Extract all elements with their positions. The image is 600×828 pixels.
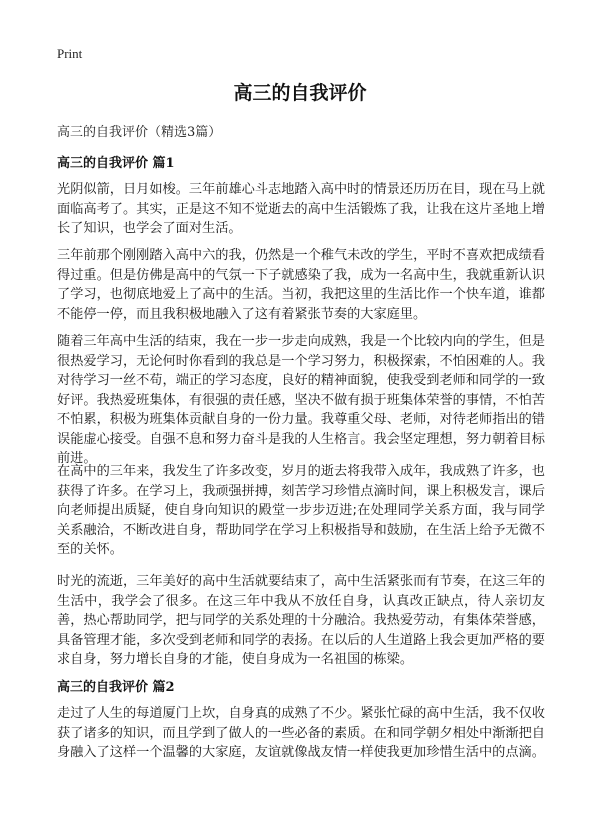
- paragraph: 光阴似箭，日月如梭。三年前雄心斗志地踏入高中时的情景还历历在目，现在马上就面临高考了。其实，正是这不知不觉逝去的高中生活锻炼了我，让我在这片圣地上增长了知识，也学会了面对生活。: [57, 182, 545, 236]
- paragraph: 三年前那个刚刚踏入高中六的我，仍然是一个稚气未改的学生，平时不喜欢把成绩看得过重。但是仿佛是高中的气氛一下子就感染了我，成为一名高中生，我就重新认识了学习，也彻底地爱上了高中的生活。当初，我把这里的生活比作一个快车道，谁都不能停一停，而且我积极地融入了这有着紧张节奏的大家庭里。: [57, 248, 545, 322]
- print-link[interactable]: Print: [57, 46, 83, 61]
- page-subtitle: 高三的自我评价（精选3篇）: [57, 125, 222, 140]
- paragraph: 随着三年高中生活的结束，我在一步一步走向成熟，我是一个比较内向的学生，但是很热爱学习，无论何时你看到的我总是一个学习努力，积极探索，不怕困难的人。我对待学习一丝不苟，端正的学习态度，良好的精神面貌，使我受到老师和同学的一致好评。我热爱班集体，有很强的责任感，坚决不做有损于班集体荣誉的事情，不怕苦不怕累，积极为班集体贡献自身的一份力量。我尊重父母、老师，对待老师指出的错误能虚心接受。自强不息和努力奋斗是我的人生格言。我会坚定理想，努力朝着目标前进。: [57, 334, 545, 466]
- section-heading-1: 高三的自我评价 篇1: [57, 156, 175, 171]
- paragraph: 走过了人生的每道厦门上坎，自身真的成熟了不少。紧张忙碌的高中生活，我不仅收获了诸多的知识，而且学到了做人的一些必备的素质。在和同学朝夕相处中渐渐把自身融入了这样一个温馨的大家庭，友谊就像战友情一样使我更加珍惜生活中的点滴。: [57, 706, 545, 760]
- page-title: 高三的自我评价: [233, 82, 367, 104]
- section-heading-2: 高三的自我评价 篇2: [57, 680, 175, 695]
- paragraph: 在高中的三年来，我发生了许多改变，岁月的逝去将我带入成年，我成熟了许多，也获得了许多。在学习上，我顽强拼搏，刻苦学习珍惜点滴时间，课上积极发言，课后向老师提出质疑，使自身向知识的殿堂一步步迈进;在处理同学关系方面，我与同学关系融洽，不断改进自身，帮助同学在学习上积极指导和鼓励，在生活上给予无微不至的关怀。: [57, 464, 545, 557]
- paragraph: 时光的流逝，三年美好的高中生活就要结束了，高中生活紧张而有节奏，在这三年的生活中，我学会了很多。在这三年中我从不放任自身，认真改正缺点，待人亲切友善，热心帮助同学，把与同学的关系处理的十分融洽。我热爱劳动，有集体荣誉感，具备管理才能，多次受到老师和同学的表扬。在以后的人生道路上我会更加严格的要求自身，努力增长自身的才能，使自身成为一名祖国的栋梁。: [57, 574, 545, 667]
